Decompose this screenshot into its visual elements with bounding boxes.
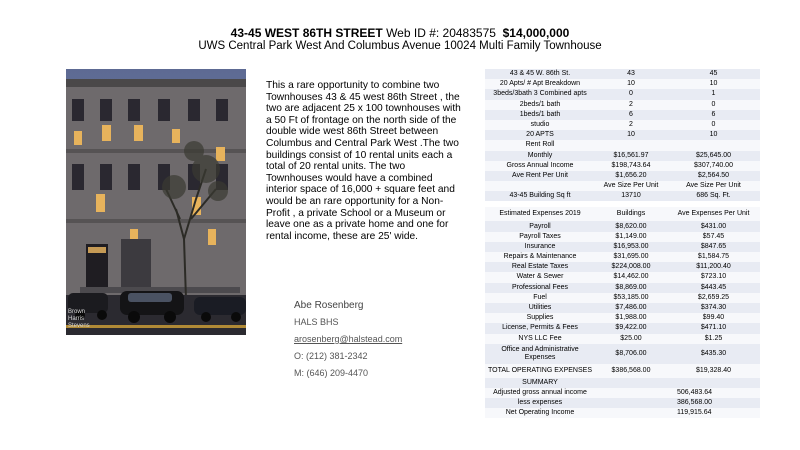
table-cell: Insurance bbox=[485, 242, 595, 252]
table-cell: Ave Size Per Unit bbox=[595, 181, 667, 191]
summary-row bbox=[485, 408, 760, 418]
table-row bbox=[485, 272, 760, 282]
table-cell: $53,185.00 bbox=[595, 293, 667, 303]
agent-office-phone: O: (212) 381-2342 bbox=[294, 351, 368, 361]
table-cell: 10 bbox=[595, 130, 667, 140]
table-cell: $25,645.00 bbox=[667, 151, 760, 161]
table-row bbox=[485, 262, 760, 272]
table-cell: 13710 bbox=[595, 191, 667, 201]
listing-address: 43-45 WEST 86TH STREET bbox=[230, 26, 383, 40]
table-cell: Payroll Taxes bbox=[485, 232, 595, 242]
townhouse-facade-illustration bbox=[66, 69, 246, 335]
table-cell: 43 bbox=[595, 69, 667, 79]
agent-email-link[interactable]: arosenberg@halstead.com bbox=[294, 334, 403, 344]
table-cell: 20 APTS bbox=[485, 130, 595, 140]
table-cell: $99.40 bbox=[667, 313, 760, 323]
table-cell: $1,656.20 bbox=[595, 171, 667, 181]
table-row bbox=[485, 69, 760, 79]
table-cell: Water & Sewer bbox=[485, 272, 595, 282]
table-cell: 10 bbox=[667, 130, 760, 140]
building-photo bbox=[66, 69, 246, 335]
table-cell: 45 bbox=[667, 69, 760, 79]
table-row bbox=[485, 79, 760, 89]
table-cell: $1,584.75 bbox=[667, 252, 760, 262]
table-cell: $11,200.40 bbox=[667, 262, 760, 272]
table-cell: $2,564.50 bbox=[667, 171, 760, 181]
table-cell: 1beds/1 bath bbox=[485, 110, 595, 120]
summary-row bbox=[485, 398, 760, 408]
table-row bbox=[485, 252, 760, 262]
table-cell: studio bbox=[485, 120, 595, 130]
table-cell: $435.30 bbox=[667, 344, 760, 364]
table-cell bbox=[595, 388, 667, 398]
table-cell bbox=[595, 140, 667, 150]
table-cell: 119,915.64 bbox=[667, 408, 760, 418]
listing-header bbox=[0, 26, 800, 40]
table-cell: $471.10 bbox=[667, 323, 760, 333]
table-cell: $16,953.00 bbox=[595, 242, 667, 252]
table-cell: $386,568.00 bbox=[595, 364, 667, 378]
agent-mobile-phone: M: (646) 209-4470 bbox=[294, 368, 369, 378]
agent-name: Abe Rosenberg bbox=[294, 300, 364, 311]
table-cell: $19,328.40 bbox=[667, 364, 760, 378]
table-row bbox=[485, 293, 760, 303]
table-cell: 0 bbox=[667, 120, 760, 130]
table-row bbox=[485, 221, 760, 231]
table-cell: less expenses bbox=[485, 398, 595, 408]
table-cell bbox=[667, 378, 760, 388]
table-cell bbox=[595, 378, 667, 388]
financial-table bbox=[485, 69, 760, 418]
table-cell: License, Permits & Fees bbox=[485, 323, 595, 333]
table-cell bbox=[485, 181, 595, 191]
summary-label-row bbox=[485, 378, 760, 388]
table-cell: Ave Rent Per Unit bbox=[485, 171, 595, 181]
listing-price: $14,000,000 bbox=[502, 26, 570, 40]
table-cell: $25.00 bbox=[595, 334, 667, 344]
table-cell: Adjusted gross annual income bbox=[485, 388, 595, 398]
table-cell: Ave Expenses Per Unit bbox=[667, 207, 760, 221]
table-cell: 2 bbox=[595, 100, 667, 110]
table-cell: 686 Sq. Ft. bbox=[667, 191, 760, 201]
table-row bbox=[485, 140, 760, 150]
table-cell: $847.65 bbox=[667, 242, 760, 252]
table-cell: Estimated Expenses 2019 bbox=[485, 207, 595, 221]
table-cell: $443.45 bbox=[667, 283, 760, 293]
table-row bbox=[485, 120, 760, 130]
table-cell bbox=[595, 398, 667, 408]
table-row bbox=[485, 89, 760, 99]
table-row bbox=[485, 151, 760, 161]
table-cell: Ave Size Per Unit bbox=[667, 181, 760, 191]
table-cell: $31,695.00 bbox=[595, 252, 667, 262]
table-cell: 10 bbox=[595, 79, 667, 89]
table-cell: $224,008.00 bbox=[595, 262, 667, 272]
table-cell: 43-45 Building Sq ft bbox=[485, 191, 595, 201]
table-row bbox=[485, 232, 760, 242]
table-cell: 0 bbox=[667, 100, 760, 110]
table-cell bbox=[667, 140, 760, 150]
table-row bbox=[485, 181, 760, 191]
table-cell: Office and Administrative Expenses bbox=[485, 344, 595, 364]
table-row bbox=[485, 171, 760, 181]
table-cell: Professional Fees bbox=[485, 283, 595, 293]
table-cell: 20 Apts/ # Apt Breakdown bbox=[485, 79, 595, 89]
table-row bbox=[485, 161, 760, 171]
table-cell: Repairs & Maintenance bbox=[485, 252, 595, 262]
table-cell: 0 bbox=[595, 89, 667, 99]
table-cell: Fuel bbox=[485, 293, 595, 303]
table-cell: $1,149.00 bbox=[595, 232, 667, 242]
listing-web-id: Web ID #: 20483575 bbox=[386, 26, 496, 40]
table-row bbox=[485, 344, 760, 364]
table-cell: 3beds/3bath 3 Combined apts bbox=[485, 89, 595, 99]
table-cell: NYS LLC Fee bbox=[485, 334, 595, 344]
table-row bbox=[485, 313, 760, 323]
table-cell: $8,620.00 bbox=[595, 221, 667, 231]
table-row bbox=[485, 130, 760, 140]
table-row bbox=[485, 110, 760, 120]
table-cell: $723.10 bbox=[667, 272, 760, 282]
table-cell: Supplies bbox=[485, 313, 595, 323]
table-row bbox=[485, 303, 760, 313]
table-cell: $1.25 bbox=[667, 334, 760, 344]
table-row bbox=[485, 283, 760, 293]
table-cell: $57.45 bbox=[667, 232, 760, 242]
table-cell: Payroll bbox=[485, 221, 595, 231]
photo-watermark: Brown Harris Stevens bbox=[68, 309, 90, 329]
total-row bbox=[485, 364, 760, 378]
table-cell: 6 bbox=[667, 110, 760, 120]
table-cell: 2 bbox=[595, 120, 667, 130]
table-cell: $431.00 bbox=[667, 221, 760, 231]
table-cell: 43 & 45 W. 86th St. bbox=[485, 69, 595, 79]
table-cell: 1 bbox=[667, 89, 760, 99]
table-cell: 506,483.64 bbox=[667, 388, 760, 398]
agent-contact bbox=[294, 300, 402, 385]
table-cell: $2,659.25 bbox=[667, 293, 760, 303]
table-cell: Buildings bbox=[595, 207, 667, 221]
table-cell: Gross Annual Income bbox=[485, 161, 595, 171]
table-row bbox=[485, 100, 760, 110]
table-cell: Net Operating Income bbox=[485, 408, 595, 418]
table-cell: Real Estate Taxes bbox=[485, 262, 595, 272]
table-cell: $14,462.00 bbox=[595, 272, 667, 282]
table-cell: $8,706.00 bbox=[595, 344, 667, 364]
table-cell: TOTAL OPERATING EXPENSES bbox=[485, 364, 595, 378]
table-cell: SUMMARY bbox=[485, 378, 595, 388]
listing-subtitle: UWS Central Park West And Columbus Avenue 10024 Multi Family Townhouse bbox=[198, 40, 602, 52]
table-row bbox=[485, 323, 760, 333]
expense-header-row bbox=[485, 207, 760, 221]
table-cell: $1,988.00 bbox=[595, 313, 667, 323]
table-row bbox=[485, 242, 760, 252]
summary-row bbox=[485, 388, 760, 398]
table-row bbox=[485, 191, 760, 201]
table-cell: Monthly bbox=[485, 151, 595, 161]
table-cell: $9,422.00 bbox=[595, 323, 667, 333]
agent-company: HALS BHS bbox=[294, 317, 339, 327]
table-cell: $307,740.00 bbox=[667, 161, 760, 171]
table-row bbox=[485, 334, 760, 344]
table-cell: $8,869.00 bbox=[595, 283, 667, 293]
table-cell: $198,743.64 bbox=[595, 161, 667, 171]
table-cell: 386,568.00 bbox=[667, 398, 760, 408]
table-cell: 6 bbox=[595, 110, 667, 120]
table-cell: Utilities bbox=[485, 303, 595, 313]
table-cell: 2beds/1 bath bbox=[485, 100, 595, 110]
table-cell: $16,561.97 bbox=[595, 151, 667, 161]
table-cell: Rent Roll bbox=[485, 140, 595, 150]
property-description: This a rare opportunity to combine two Townhouses 43 & 45 west 86th Street , the two are adjacent 25 x 100 townhouses with a 50 Ft of frontage on the north side of the double wide west 86th Street between Columbus and Central Park West .The two buildings consist of 10 rental units each a total of 20 rental units. The two Townhouses would have a combined interior space of 16,000 + square feet and would be an rare opportunity for a Non-Profit , a private School or a Museum or leave one as a private home and one for rental income, these are 25' wide. bbox=[266, 80, 461, 242]
table-cell bbox=[595, 408, 667, 418]
table-cell: $374.30 bbox=[667, 303, 760, 313]
table-cell: 10 bbox=[667, 79, 760, 89]
table-cell: $7,486.00 bbox=[595, 303, 667, 313]
